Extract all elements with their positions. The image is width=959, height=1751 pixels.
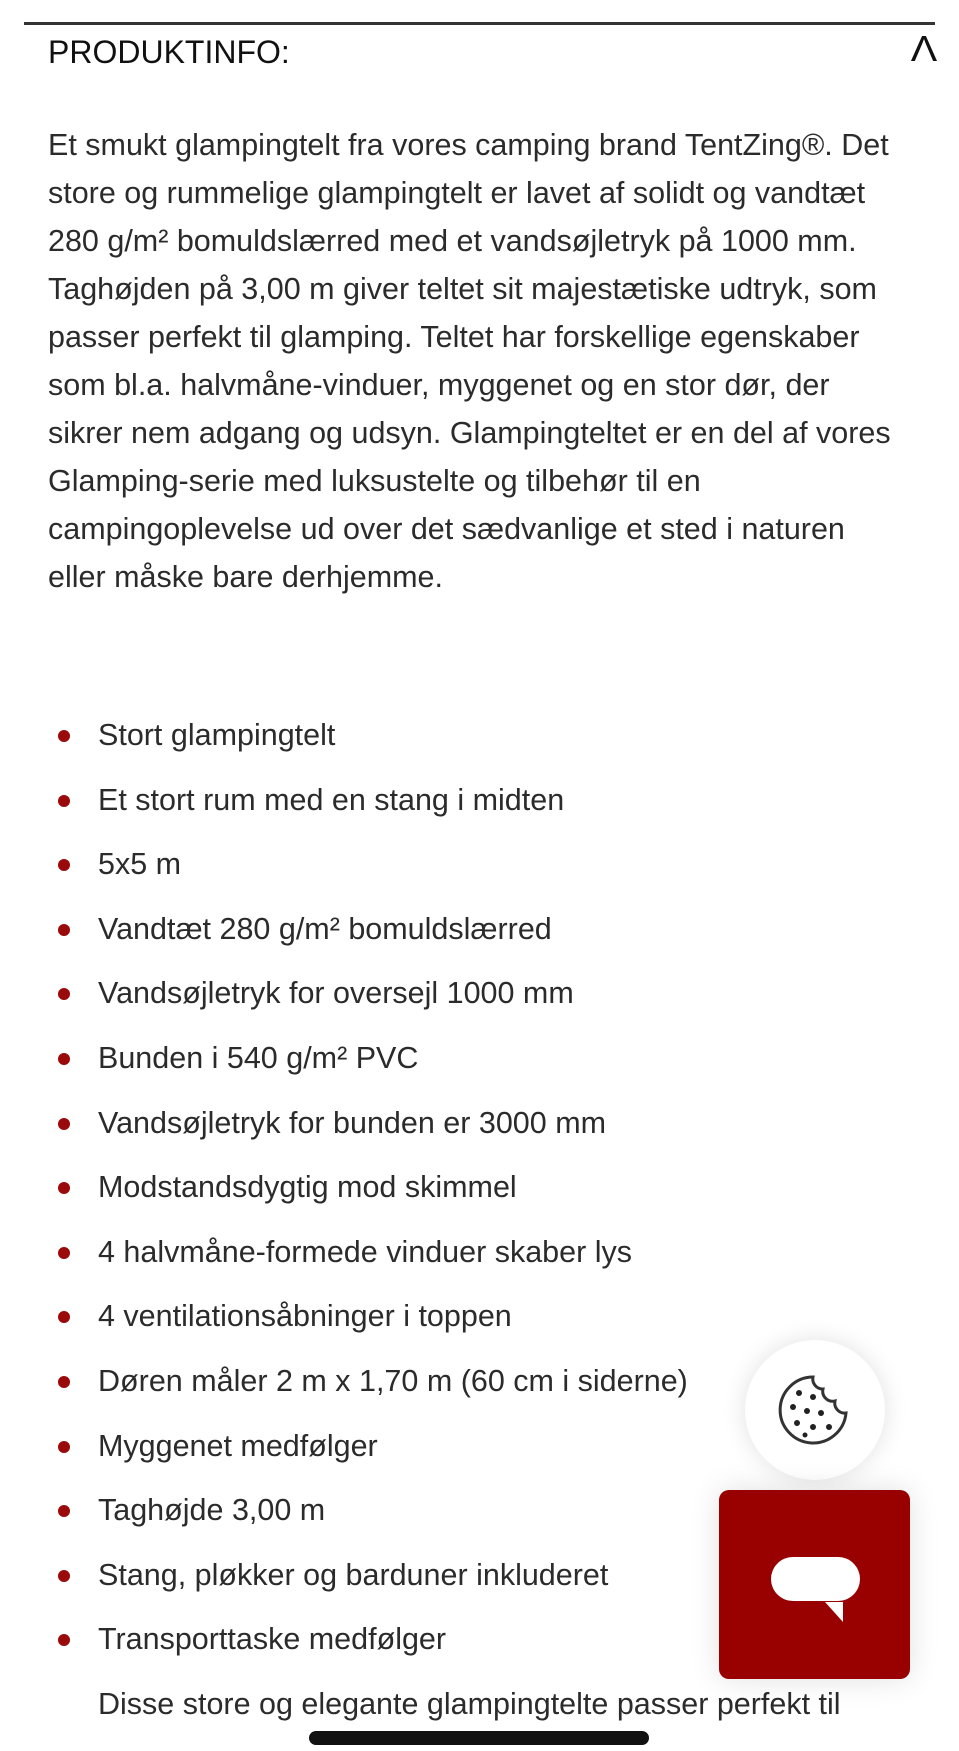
feature-text: Vandtæt 280 g/m² bomuldslærred: [98, 911, 552, 946]
chat-button[interactable]: [719, 1490, 910, 1679]
chevron-up-icon[interactable]: Λ: [910, 28, 938, 69]
feature-text: Stang, pløkker og barduner inkluderet: [98, 1557, 609, 1592]
bullet-icon: [58, 1634, 70, 1646]
feature-text: Bunden i 540 g/m² PVC: [98, 1040, 419, 1075]
feature-item: [0, 1359, 688, 1424]
feature-text: Taghøjde 3,00 m: [98, 1493, 326, 1528]
bullet-icon: [58, 1053, 70, 1065]
cookie-icon: [775, 1373, 851, 1447]
section-title[interactable]: PRODUKTINFO:: [48, 34, 290, 70]
bullet-icon: [58, 924, 70, 936]
bullet-icon: [58, 859, 70, 871]
feature-item: [0, 1424, 688, 1489]
feature-text: Myggenet medfølger: [98, 1428, 378, 1463]
feature-item: [0, 778, 688, 843]
feature-item: [0, 1294, 688, 1359]
bullet-icon: [58, 1311, 70, 1323]
feature-item: [0, 713, 688, 778]
home-indicator: [309, 1731, 649, 1745]
feature-text: Vandsøjletryk for oversejl 1000 mm: [98, 976, 574, 1011]
feature-item: [0, 907, 688, 972]
feature-item: [0, 1488, 688, 1553]
feature-item: [0, 971, 688, 1036]
feature-item: [0, 842, 688, 907]
feature-text: Vandsøjletryk for bunden er 3000 mm: [98, 1105, 607, 1140]
cookie-settings-button[interactable]: [745, 1340, 885, 1480]
bullet-icon: [58, 1247, 70, 1259]
product-description: Et smukt glampingtelt fra vores camping brand TentZing®. Det store og rummelige glampingtelt er lavet af solidt og vandtæt 280 g/m² bomuldslærred med et vandsøjletryk på 1000 mm. Taghøjden på 3,00 m giver teltet sit majestætiske udtryk, som passer perfekt til glamping. Teltet har forskellige egenskaber som bl.a. halvmåne-vinduer, myggenet og en stor dør, der sikrer nem adgang og udsyn. Glampingteltet er en del af vores Glamping-serie med luksustelte og tilbehør til en campingoplevelse ud over det sædvanlige et sted i naturen eller måske bare derhjemme.: [48, 128, 891, 594]
feature-text: 5x5 m: [98, 847, 182, 882]
bullet-icon: [58, 1376, 70, 1388]
chat-bubble-tail: [825, 1602, 843, 1622]
bullet-icon: [58, 730, 70, 742]
feature-list: [0, 713, 688, 1682]
feature-text: Et stort rum med en stang i midten: [98, 782, 565, 817]
feature-text: Stort glampingtelt: [98, 718, 336, 752]
after-text: Disse store og elegante glampingtelte passer perfekt til: [98, 1687, 841, 1721]
bullet-icon: [58, 988, 70, 1000]
feature-item: [0, 1230, 688, 1295]
feature-item: [0, 1101, 688, 1166]
feature-text: Modstandsdygtig mod skimmel: [98, 1170, 517, 1205]
bullet-icon: [58, 1570, 70, 1582]
section-divider: [24, 22, 935, 25]
bullet-icon: [58, 1182, 70, 1194]
feature-text: 4 halvmåne-formede vinduer skaber lys: [98, 1234, 633, 1269]
bullet-icon: [58, 795, 70, 807]
feature-item: [0, 1036, 688, 1101]
feature-text: 4 ventilationsåbninger i toppen: [98, 1299, 512, 1334]
feature-item: [0, 1553, 688, 1618]
bullet-icon: [58, 1441, 70, 1453]
feature-text: Transporttaske medfølger: [98, 1622, 447, 1657]
feature-item: [0, 1617, 688, 1682]
feature-item: [0, 1165, 688, 1230]
bullet-icon: [58, 1118, 70, 1130]
feature-text: Døren måler 2 m x 1,70 m (60 cm i siderne): [98, 1363, 688, 1398]
bullet-icon: [58, 1505, 70, 1517]
chat-bubble-icon: [771, 1557, 860, 1601]
